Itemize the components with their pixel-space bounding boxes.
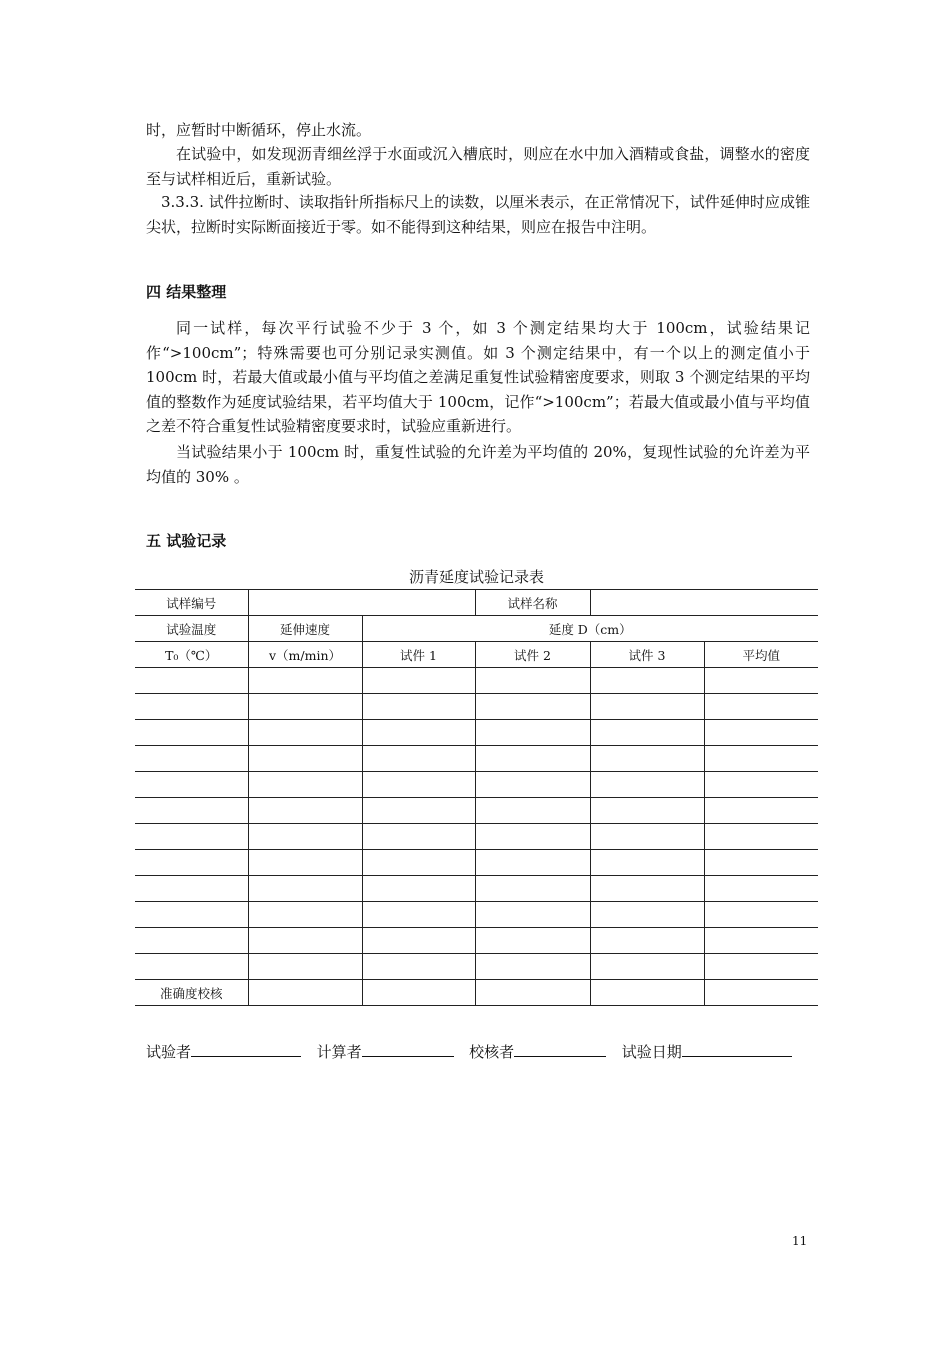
calculator-field[interactable] xyxy=(362,1042,454,1057)
table-cell[interactable] xyxy=(135,772,248,798)
temp-unit: T₀（℃） xyxy=(135,642,248,668)
table-cell[interactable] xyxy=(362,980,475,1006)
table-row xyxy=(135,720,818,746)
table-cell[interactable] xyxy=(475,772,590,798)
table-cell[interactable] xyxy=(135,876,248,902)
table-cell[interactable] xyxy=(590,746,704,772)
table-row xyxy=(135,772,818,798)
table-cell[interactable] xyxy=(362,850,475,876)
ductility-record-table xyxy=(135,589,818,1006)
table-caption: 沥青延度试验记录表 xyxy=(408,568,544,586)
tester-field[interactable] xyxy=(191,1042,301,1057)
table-cell[interactable] xyxy=(475,798,590,824)
paragraph-density-adjust: 在试验中，如发现沥青细丝浮于水面或沉入槽底时，则应在水中加入酒精或食盐，调整水的密度至与试样相近后，重新试验。 xyxy=(146,145,810,188)
table-cell[interactable] xyxy=(135,746,248,772)
table-cell[interactable] xyxy=(704,980,818,1006)
checker-label: 校核者 xyxy=(469,1043,515,1061)
table-row xyxy=(135,694,818,720)
table-cell[interactable] xyxy=(704,928,818,954)
table-cell[interactable] xyxy=(475,694,590,720)
table-cell[interactable] xyxy=(590,772,704,798)
table-row xyxy=(135,954,818,980)
table-cell[interactable] xyxy=(475,876,590,902)
tester-label: 试验者 xyxy=(146,1043,192,1061)
table-cell[interactable] xyxy=(590,902,704,928)
table-cell[interactable] xyxy=(362,954,475,980)
table-cell[interactable] xyxy=(135,928,248,954)
table-row xyxy=(135,668,818,694)
temp-label: 试验温度 xyxy=(135,616,248,642)
paragraph-3-3-3: 3.3.3. 试件拉断时、读取指针所指标尺上的读数，以厘米表示，在正常情况下，试件延伸时应成锥尖状，拉断时实际断面接近于零。如不能得到这种结果，则应在报告中注明。 xyxy=(146,193,810,236)
table-cell[interactable] xyxy=(704,694,818,720)
table-row xyxy=(135,876,818,902)
table-cell[interactable] xyxy=(475,720,590,746)
table-cell[interactable] xyxy=(475,954,590,980)
sample-no-label: 试样编号 xyxy=(135,590,248,616)
table-cell[interactable] xyxy=(135,798,248,824)
table-cell[interactable] xyxy=(704,668,818,694)
table-cell[interactable] xyxy=(135,720,248,746)
table-cell[interactable] xyxy=(475,902,590,928)
section-heading-results: 四 结果整理 xyxy=(146,283,227,301)
table-cell[interactable] xyxy=(362,694,475,720)
table-cell[interactable] xyxy=(248,824,362,850)
signature-line xyxy=(146,1041,792,1062)
table-cell[interactable] xyxy=(475,980,590,1006)
table-row-accuracy xyxy=(135,980,818,1006)
table-cell[interactable] xyxy=(475,928,590,954)
table-cell[interactable] xyxy=(135,902,248,928)
table-cell[interactable] xyxy=(362,668,475,694)
table-cell[interactable] xyxy=(475,746,590,772)
table-cell[interactable] xyxy=(135,694,248,720)
col-specimen-1: 试件 1 xyxy=(362,642,475,668)
table-cell[interactable] xyxy=(248,668,362,694)
table-cell[interactable] xyxy=(590,980,704,1006)
table-cell[interactable] xyxy=(362,772,475,798)
accuracy-label: 准确度校核 xyxy=(135,980,248,1006)
table-row xyxy=(135,824,818,850)
date-label: 试验日期 xyxy=(621,1043,682,1061)
ductility-label: 延度 D（cm） xyxy=(362,616,818,642)
paragraph-continuation: 时，应暂时中断循环，停止水流。 xyxy=(146,121,372,139)
table-cell[interactable] xyxy=(248,954,362,980)
table-row xyxy=(135,850,818,876)
table-cell[interactable] xyxy=(704,824,818,850)
speed-label: 延伸速度 xyxy=(248,616,362,642)
table-cell[interactable] xyxy=(590,954,704,980)
col-specimen-3: 试件 3 xyxy=(590,642,704,668)
table-cell[interactable] xyxy=(248,720,362,746)
calculator-label: 计算者 xyxy=(316,1043,362,1061)
table-cell[interactable] xyxy=(248,928,362,954)
table-cell[interactable] xyxy=(135,668,248,694)
table-header-row-2 xyxy=(135,642,818,668)
table-cell[interactable] xyxy=(248,694,362,720)
paragraph-results: 同一试样，每次平行试验不少于 3 个，如 3 个测定结果均大于 100cm，试验结果记作“>100cm”；特殊需要也可分别记录实测值。如 3 个测定结果中，有一个以上的测定值小于 100cm 时，若最大值或最小值与平均值之差满足重复性试验精密度要求，则取 3 个测定结果的平均值的整数作为延度试验结果，若平均值大于 100cm，记作“>100cm”；若最大值或最小值与平均值之差不符合重复性试验精密度要求时，试验应重新进行。 xyxy=(146,319,810,436)
col-specimen-2: 试件 2 xyxy=(475,642,590,668)
sample-name-cell[interactable] xyxy=(590,590,818,616)
table-header-row-1 xyxy=(135,616,818,642)
sample-name-label: 试样名称 xyxy=(475,590,590,616)
table-cell[interactable] xyxy=(362,746,475,772)
table-cell[interactable] xyxy=(135,850,248,876)
table-cell[interactable] xyxy=(704,720,818,746)
table-cell[interactable] xyxy=(590,668,704,694)
checker-field[interactable] xyxy=(514,1042,606,1057)
table-cell[interactable] xyxy=(362,824,475,850)
table-cell[interactable] xyxy=(704,798,818,824)
table-cell[interactable] xyxy=(475,850,590,876)
table-cell[interactable] xyxy=(590,928,704,954)
table-cell[interactable] xyxy=(248,746,362,772)
table-cell[interactable] xyxy=(590,798,704,824)
table-cell[interactable] xyxy=(362,928,475,954)
table-cell[interactable] xyxy=(362,798,475,824)
table-cell[interactable] xyxy=(248,798,362,824)
table-cell[interactable] xyxy=(704,902,818,928)
table-row xyxy=(135,746,818,772)
table-cell[interactable] xyxy=(704,772,818,798)
table-cell[interactable] xyxy=(704,746,818,772)
table-cell[interactable] xyxy=(704,954,818,980)
col-average: 平均值 xyxy=(704,642,818,668)
table-cell[interactable] xyxy=(135,824,248,850)
table-row xyxy=(135,928,818,954)
table-cell[interactable] xyxy=(704,876,818,902)
table-cell[interactable] xyxy=(248,850,362,876)
table-cell[interactable] xyxy=(248,876,362,902)
speed-unit: v（m/min） xyxy=(248,642,362,668)
table-cell[interactable] xyxy=(590,824,704,850)
table-row xyxy=(135,798,818,824)
sample-no-cell[interactable] xyxy=(248,590,475,616)
section-heading-records: 五 试验记录 xyxy=(146,532,227,550)
table-row xyxy=(135,902,818,928)
table-cell[interactable] xyxy=(248,772,362,798)
table-cell[interactable] xyxy=(362,720,475,746)
table-cell[interactable] xyxy=(590,694,704,720)
table-cell[interactable] xyxy=(590,876,704,902)
table-cell[interactable] xyxy=(590,850,704,876)
table-cell[interactable] xyxy=(590,720,704,746)
table-row-sample xyxy=(135,590,818,616)
table-cell[interactable] xyxy=(135,954,248,980)
table-cell[interactable] xyxy=(704,850,818,876)
table-cell[interactable] xyxy=(248,980,362,1006)
table-cell[interactable] xyxy=(362,902,475,928)
table-cell[interactable] xyxy=(475,824,590,850)
table-cell[interactable] xyxy=(475,668,590,694)
date-field[interactable] xyxy=(682,1042,792,1057)
paragraph-tolerance: 当试验结果小于 100cm 时，重复性试验的允许差为平均值的 20%，复现性试验的允许差为平均值的 30% 。 xyxy=(146,443,810,486)
table-cell[interactable] xyxy=(362,876,475,902)
page-number: 11 xyxy=(792,1234,808,1248)
table-cell[interactable] xyxy=(248,902,362,928)
